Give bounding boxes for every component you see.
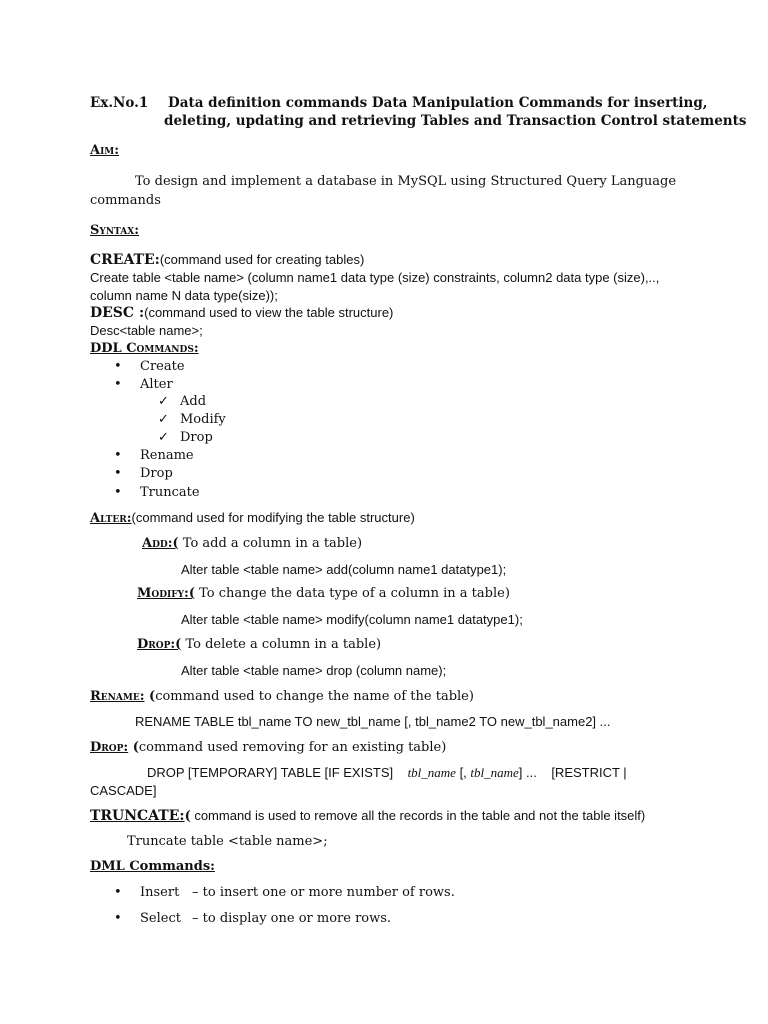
check-icon: ✓ xyxy=(158,394,169,409)
modify-description: To change the data type of a column in a table) xyxy=(195,586,510,601)
add-description: To add a column in a table) xyxy=(178,536,363,551)
check-icon: ✓ xyxy=(158,430,169,445)
drop-syntax-line2: CASCADE] xyxy=(90,783,157,798)
add-syntax: Alter table <table name> add(column name1 datatype1); xyxy=(181,562,507,577)
truncate-line: TRUNCATE:( command is used to remove all the records in the table and not the table itself) xyxy=(90,808,646,824)
syntax-heading: Syntax: xyxy=(90,223,140,238)
desc-syntax: Desc<table name>; xyxy=(90,323,203,338)
add-label: Add:( xyxy=(142,536,179,551)
drop-column-label: Drop:( xyxy=(137,637,182,652)
drop-line: Drop: (command used removing for an existing table) xyxy=(90,740,447,755)
check-icon: ✓ xyxy=(158,412,169,427)
create-syntax-line1: Create table <table name> (column name1 data type (size) constraints, column2 data type (size),.., xyxy=(90,270,660,285)
alter-line xyxy=(90,509,415,528)
exercise-title-line2: deleting, updating and retrieving Tables and Transaction Control statements xyxy=(164,113,747,129)
create-line xyxy=(90,251,364,270)
drop-column-syntax: Alter table <table name> drop (column name); xyxy=(181,663,447,678)
dml-heading: DML Commands: xyxy=(90,859,215,874)
desc-label: DESC : xyxy=(90,305,145,321)
drop-syntax-line1: DROP [TEMPORARY] TABLE [IF EXISTS] tbl_name [, tbl_name] ... [RESTRICT | xyxy=(147,765,627,780)
list-item: • Alter xyxy=(114,377,173,392)
exercise-number: Ex.No.1 xyxy=(90,95,149,111)
list-item: ✓ Modify xyxy=(158,412,226,427)
list-item: • Truncate xyxy=(114,485,200,500)
aim-text-line1: To design and implement a database in MySQL using Structured Query Language xyxy=(135,174,677,189)
alter-label: Alter: xyxy=(90,511,132,526)
drop-column-description: To delete a column in a table) xyxy=(181,637,382,652)
modify-label: Modify:( xyxy=(137,586,196,601)
aim-heading: Aim: xyxy=(90,143,120,158)
list-item: • Rename xyxy=(114,448,194,463)
truncate-description: command is used to remove all the records in the table and not the table itself) xyxy=(190,808,646,823)
modify-syntax: Alter table <table name> modify(column name1 datatype1); xyxy=(181,612,523,627)
aim-text-line2: commands xyxy=(90,193,161,208)
drop-label: Drop: xyxy=(90,740,129,755)
truncate-label: TRUNCATE: xyxy=(90,808,185,824)
desc-description: (command used to view the table structure) xyxy=(144,305,394,320)
rename-syntax: RENAME TABLE tbl_name TO new_tbl_name [, tbl_name2 TO new_tbl_name2] ... xyxy=(135,714,611,729)
desc-line xyxy=(90,304,393,323)
add-line xyxy=(142,535,362,553)
create-syntax-line2: column name N data type(size)); xyxy=(90,288,278,303)
alter-description: (command used for modifying the table structure) xyxy=(131,510,415,525)
truncate-syntax: Truncate table <table name>; xyxy=(127,834,328,849)
ddl-heading: DDL Commands: xyxy=(90,341,199,356)
modify-line xyxy=(137,585,510,603)
drop-column-line xyxy=(137,636,381,654)
list-item: • Insert – to insert one or more number of rows. xyxy=(114,885,455,900)
rename-label: Rename: xyxy=(90,689,145,704)
rename-description: command used to change the name of the table) xyxy=(155,689,474,704)
list-item: • Create xyxy=(114,359,185,374)
list-item: • Select – to display one or more rows. xyxy=(114,911,392,926)
list-item: ✓ Add xyxy=(158,394,207,409)
create-label: CREATE: xyxy=(90,252,160,268)
rename-line: Rename: (command used to change the name of the table) xyxy=(90,689,474,704)
create-description: (command used for creating tables) xyxy=(159,252,365,267)
list-item: ✓ Drop xyxy=(158,430,213,445)
list-item: • Drop xyxy=(114,466,173,481)
drop-description: command used removing for an existing table) xyxy=(138,740,447,755)
exercise-title-line1: Data definition commands Data Manipulation Commands for inserting, xyxy=(168,95,708,111)
